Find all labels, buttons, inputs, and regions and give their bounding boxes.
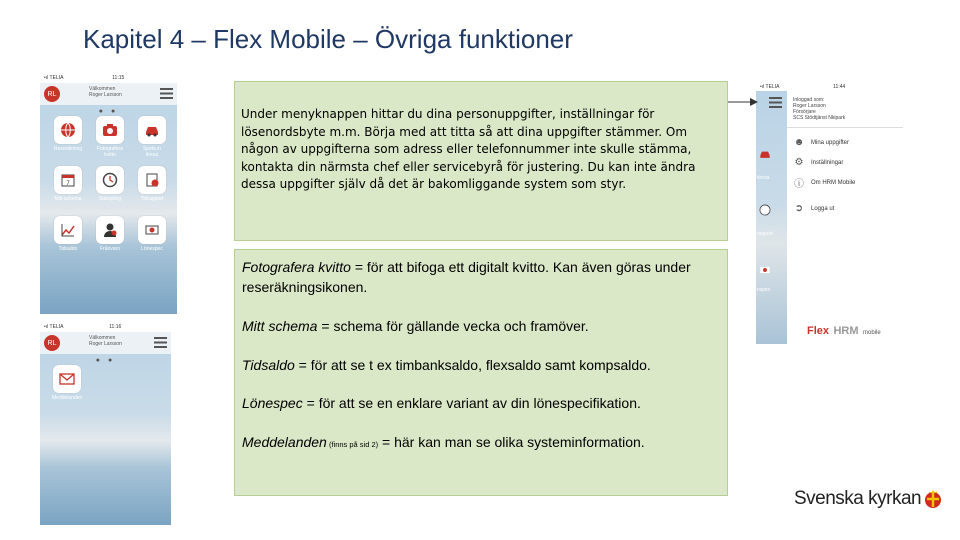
menu-icon[interactable] xyxy=(154,337,167,348)
page-indicator: ● ● xyxy=(95,357,116,364)
tile-label: Frånvaro xyxy=(99,246,120,252)
brand-name: Svenska kyrkan xyxy=(794,488,922,509)
info-box-menu-text: Under menyknappen hittar du dina personuppgifter, inställningar för lösenordsbyte m.m. Börja med att titta så att dina uppgifter stämmer. Om någon av uppgifterna som adress eller telefonnummer inte skulle stämma, kontakta din närmsta chef eller servicebyrå för justering. Du kan inte ändra dessa uppgifter själv då det är bakomliggande system som styr. xyxy=(241,107,696,191)
camera-icon xyxy=(101,121,119,139)
envelope-icon xyxy=(58,370,76,388)
tile-label: Reseräkning xyxy=(53,146,83,152)
tile-label: Tidsaldo xyxy=(58,246,78,252)
function-term: Tidsaldo xyxy=(242,356,295,373)
clock: 11:16 xyxy=(109,324,122,330)
tile-tidsaldo[interactable] xyxy=(53,216,83,260)
separator: = xyxy=(302,395,319,411)
svg-text:7: 7 xyxy=(66,181,70,187)
separator: = xyxy=(294,356,311,373)
phone-main-screen xyxy=(40,74,177,314)
svenska-kyrkan-logo xyxy=(794,488,943,510)
function-item xyxy=(242,258,719,297)
menu-item-my-details[interactable] xyxy=(793,133,903,152)
status-bar xyxy=(40,74,177,83)
clock-icon xyxy=(758,203,772,217)
tile-spela-in-tiresa[interactable] xyxy=(137,116,167,160)
tile-label: Tidrapport xyxy=(140,196,164,202)
welcome-text: Välkommen Roger Larsson xyxy=(89,86,122,98)
app-header xyxy=(40,83,177,105)
tile-label: Meddelanden xyxy=(52,395,83,401)
function-term: Lönespec xyxy=(242,395,303,411)
function-item xyxy=(242,433,719,455)
app-header xyxy=(40,332,171,354)
clock: 11:15 xyxy=(112,75,125,81)
tile-meddelanden[interactable] xyxy=(52,365,82,409)
avatar[interactable]: RL xyxy=(44,335,60,351)
welcome-text: Välkommen Roger Larsson xyxy=(89,335,122,347)
chart-icon xyxy=(59,221,77,239)
function-term: Fotografera kvitto xyxy=(242,259,351,275)
money-icon xyxy=(758,263,772,277)
menu-item-label: Mina uppgifter xyxy=(811,139,850,146)
menu-item-label: Inställningar xyxy=(811,159,844,166)
menu-item-label: Logga ut xyxy=(811,205,835,212)
phone-second-screen xyxy=(40,323,171,525)
menu-icon[interactable] xyxy=(160,88,173,99)
tile-fotografera-kvitto[interactable] xyxy=(95,116,125,160)
clock-icon xyxy=(101,171,119,189)
cross-crown-icon xyxy=(923,488,943,510)
clock: 11:44 xyxy=(833,84,846,90)
tile-reserakning[interactable] xyxy=(53,116,83,160)
user-icon: ☻ xyxy=(793,137,805,148)
info-box-functions xyxy=(234,249,728,496)
tile-lonespec[interactable] xyxy=(137,216,167,260)
carrier: •ıl TELIA xyxy=(44,324,64,330)
page-indicator: ● ● xyxy=(98,108,119,115)
slide-title: Kapitel 4 – Flex Mobile – Övriga funktioner xyxy=(83,24,573,54)
logo-flex: Flex xyxy=(807,325,830,337)
logo-mobile: mobile xyxy=(862,330,881,336)
carrier: •ıl TELIA xyxy=(44,75,64,81)
app-background-strip xyxy=(756,91,787,344)
avatar[interactable]: RL xyxy=(44,86,60,102)
function-desc: för att bifoga ett digitalt kvitto. Kan även göras under reseräkningsikonen. xyxy=(242,259,691,295)
flex-hrm-logo xyxy=(807,321,881,339)
function-desc: här kan man se olika systeminformation. xyxy=(394,433,645,450)
strip-label: rapport xyxy=(757,231,773,237)
gear-icon: ⚙ xyxy=(794,157,804,168)
tile-label: Spela in tiresa xyxy=(142,146,162,158)
strip-label: tiresa xyxy=(757,175,770,181)
strip-label: nspec xyxy=(757,287,771,293)
app-grid xyxy=(53,116,167,260)
function-item xyxy=(242,394,719,414)
app-grid xyxy=(52,365,166,409)
menu-icon[interactable] xyxy=(769,97,782,108)
car-icon xyxy=(143,121,161,139)
logo-hrm: HRM xyxy=(833,325,859,337)
tile-label: Stämpling xyxy=(98,196,122,202)
car-icon xyxy=(758,147,772,161)
tile-tidrapport[interactable] xyxy=(137,166,167,210)
separator: = xyxy=(350,259,367,275)
tile-label: Mitt schema xyxy=(54,196,82,202)
function-item xyxy=(242,317,719,337)
separator: = xyxy=(378,433,395,450)
person-icon xyxy=(101,221,119,239)
phone-menu-screen xyxy=(756,83,903,344)
function-item xyxy=(242,356,719,376)
side-menu xyxy=(787,91,903,344)
function-desc: schema för gällande vecka och framöver. xyxy=(333,318,589,334)
logged-in-info: Inloggad som: Roger Larsson Försörjare SCS Stödtjänst Nkipark xyxy=(793,97,846,121)
report-icon xyxy=(143,171,161,189)
money-icon xyxy=(143,221,161,239)
carrier: •ıl TELIA xyxy=(760,84,780,90)
function-term: Meddelanden xyxy=(242,433,327,450)
status-bar xyxy=(40,323,171,332)
function-note: (finns på sid 2) xyxy=(326,439,379,449)
separator: = xyxy=(317,318,334,334)
menu-item-label: Om HRM Mobile xyxy=(811,179,856,186)
function-desc: för att se en enklare variant av din lönespecifikation. xyxy=(318,395,641,411)
function-term: Mitt schema xyxy=(242,318,318,334)
globe-icon xyxy=(59,121,77,139)
logout-icon: ➲ xyxy=(794,203,804,214)
info-icon: ⓘ xyxy=(794,179,804,190)
menu-item-about[interactable] xyxy=(793,173,903,192)
tile-mitt-schema[interactable] xyxy=(53,166,83,210)
calendar-icon xyxy=(59,171,77,189)
tile-label: Fotografera kvitto xyxy=(97,146,123,158)
menu-item-logout[interactable] xyxy=(793,199,903,218)
tile-stampling[interactable] xyxy=(95,166,125,210)
function-desc: för att se t ex timbanksaldo, flexsaldo samt kompsaldo. xyxy=(310,356,651,373)
info-box-menu xyxy=(234,81,728,241)
tile-label: Lönespec xyxy=(141,246,163,252)
tile-franvaro[interactable] xyxy=(95,216,125,260)
menu-item-settings[interactable] xyxy=(793,153,903,172)
